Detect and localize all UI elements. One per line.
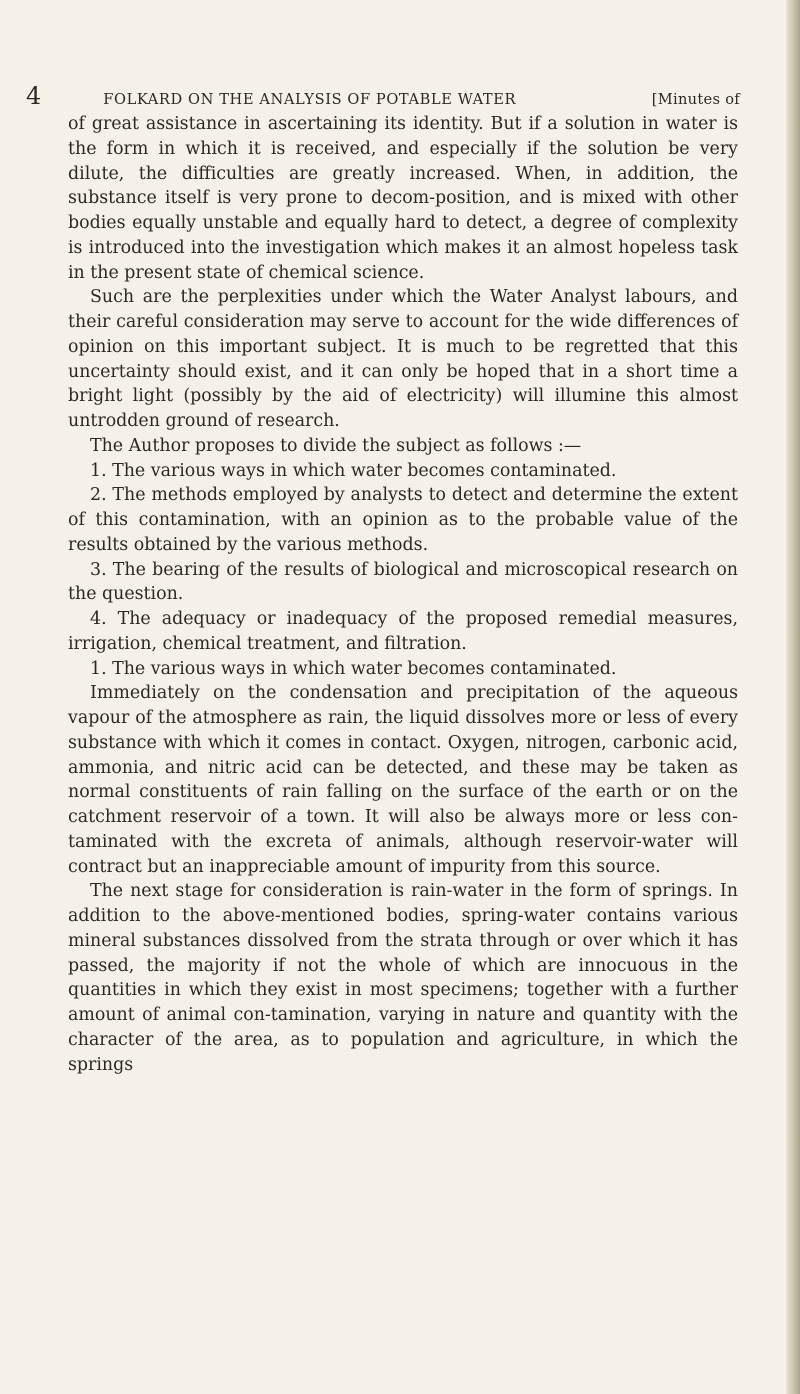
list-item-1: 1. The various ways in which water becomes contaminated.: [90, 460, 617, 481]
paragraph-division-intro: The Author proposes to divide the subject as follows :—: [90, 435, 582, 456]
list-item-4: 4. The adequacy or inadequacy of the proposed remedial measures, irrigation, chemical treatment, and filtration.: [68, 609, 738, 654]
section-heading-1: 1. The various ways in which water becomes contaminated.: [90, 658, 617, 679]
running-head-title: FOLKARD ON THE ANALYSIS OF POTABLE WATER: [103, 91, 517, 108]
page-number: 4: [26, 82, 42, 110]
paragraph-continuation: of great assistance in ascertaining its identity. But if a solution in water is the form in which it is received, and especially if the solution be very dilute, the difficulties are greatly increased. When, in addition, the substance itself is very prone to decom-position, and is mixed with other bodies equally unstable and equally hard to detect, a degree of complexity is introduced into the investigation which makes it an almost hopeless task in the present state of chemical science.: [68, 114, 738, 283]
list-item-3: 3. The bearing of the results of biological and microscopical research on the question.: [68, 559, 738, 605]
paragraph-springs: The next stage for consideration is rain-water in the form of springs. In addition to the above-mentioned bodies, spring-water contains various mineral substances dissolved from the strata through or over which it has passed, the majority if not the whole of which are innocuous in the quantities in which they exist in most specimens; together with a further amount of animal con-tamination, varying in nature and quantity with the character of the area, as to population and agriculture, in which the springs: [68, 881, 738, 1075]
running-head-tail: [Minutes of: [651, 91, 740, 108]
body-text: [68, 112, 738, 1077]
running-header: [26, 82, 740, 110]
paragraph-rain: Immediately on the condensation and precipitation of the aqueous vapour of the atmosphere as rain, the liquid dissolves more or less of every substance with which it comes in contact. Oxygen, nitrogen, carbonic acid, ammonia, and nitric acid can be detected, and these may be taken as normal constituents of rain falling on the surface of the earth or on the catchment reservoir of a town. It will also be always more or less con-taminated with the excreta of animals, although reservoir-water will contract but an inappreciable amount of impurity from this source.: [68, 683, 738, 877]
paragraph-perplexities: Such are the perplexities under which the Water Analyst labours, and their careful consideration may serve to account for the wide differences of opinion on this important subject. It is much to be regretted that this uncertainty should exist, and it can only be hoped that in a short time a bright light (possibly by the aid of electricity) will illumine this almost untrodden ground of research.: [68, 287, 738, 431]
list-item-2: 2. The methods employed by analysts to detect and determine the extent of this contamination, with an opinion as to the probable value of the results obtained by the various methods.: [68, 485, 738, 555]
page-edge: [786, 0, 800, 1394]
